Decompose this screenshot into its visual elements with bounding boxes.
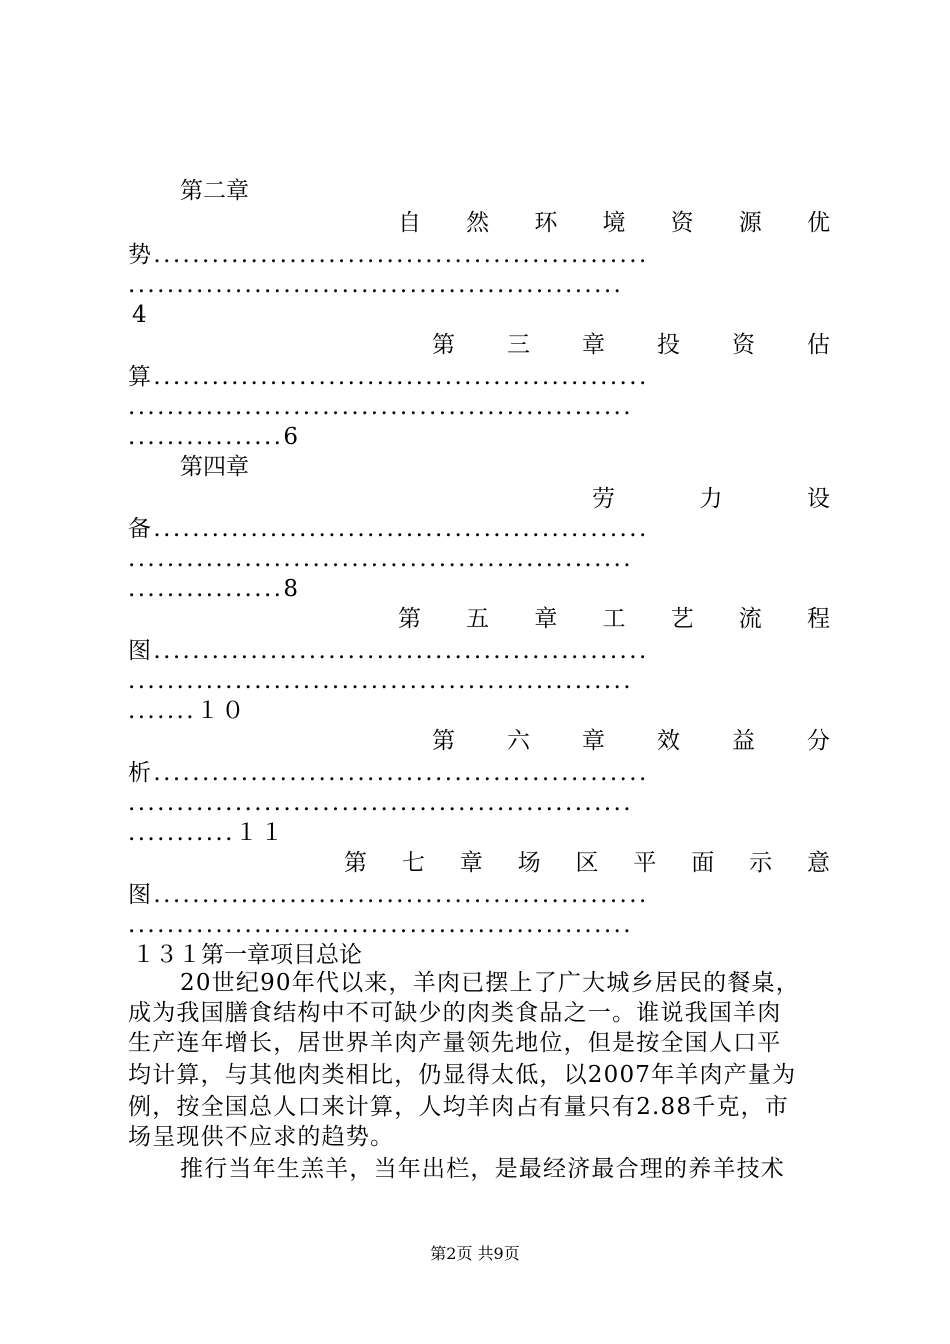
toc-ch5-char: 程 bbox=[806, 606, 830, 632]
toc-ch2-char: 境 bbox=[602, 210, 626, 236]
toc-ch2-char: 资 bbox=[670, 210, 694, 236]
toc-ch3-char: 投 bbox=[657, 332, 680, 358]
toc-ch2-char: 优 bbox=[806, 210, 830, 236]
toc-ch3-page: ................6 bbox=[128, 424, 301, 450]
toc-ch6-char: 章 bbox=[582, 728, 605, 754]
toc-ch4-dots: .................................................... bbox=[128, 546, 633, 572]
toc-ch4-page: ................8 bbox=[128, 576, 301, 602]
toc-ch6-dots: .................................................... bbox=[128, 790, 633, 816]
body-paragraph-line: 场呈现供不应求的趋势。 bbox=[128, 1124, 395, 1150]
section-heading: １３１第一章项目总论 bbox=[132, 942, 362, 968]
toc-ch6-page: ...........１１ bbox=[128, 820, 286, 846]
toc-ch6-char: 分 bbox=[807, 728, 830, 754]
toc-ch2-label: 第二章 bbox=[180, 178, 249, 204]
page-footer: 第2页 共9页 bbox=[430, 1244, 520, 1263]
toc-ch5-char: 流 bbox=[738, 606, 762, 632]
toc-ch7-char: 章 bbox=[459, 850, 483, 876]
toc-ch6-title bbox=[432, 726, 830, 756]
toc-ch2-char: 自 bbox=[398, 210, 421, 236]
toc-ch5-dots: .................................................... bbox=[128, 668, 633, 694]
body-paragraph-line: 生产连年增长，居世界羊肉产量领先地位，但是按全国人口平 bbox=[128, 1030, 782, 1056]
toc-ch3-leader: 算................................................... bbox=[128, 364, 649, 390]
toc-ch7-leader: 图................................................... bbox=[128, 882, 649, 908]
toc-ch4-title bbox=[592, 484, 830, 514]
toc-ch2-page: 4 bbox=[132, 302, 147, 328]
toc-ch2-title bbox=[398, 208, 830, 238]
body-paragraph-line: 推行当年生羔羊，当年出栏，是最经济最合理的养羊技术 bbox=[180, 1156, 785, 1182]
toc-ch7-char: 示 bbox=[749, 850, 773, 876]
toc-ch7-char: 场 bbox=[517, 850, 541, 876]
toc-ch7-char: 平 bbox=[633, 850, 657, 876]
toc-ch4-label: 第四章 bbox=[180, 454, 249, 480]
toc-ch2-char: 源 bbox=[738, 210, 762, 236]
body-paragraph-line: 例，按全国总人口来计算，人均羊肉占有量只有2.88千克，市 bbox=[128, 1094, 790, 1120]
toc-ch5-char: 艺 bbox=[670, 606, 694, 632]
toc-ch7-title bbox=[344, 848, 830, 878]
toc-ch5-char: 五 bbox=[466, 606, 490, 632]
toc-ch4-leader: 备................................................... bbox=[128, 516, 649, 542]
toc-ch3-char: 第 bbox=[432, 332, 455, 358]
toc-ch7-char: 面 bbox=[691, 850, 715, 876]
toc-ch6-char: 效 bbox=[657, 728, 680, 754]
toc-ch7-char: 七 bbox=[401, 850, 425, 876]
toc-ch5-char: 第 bbox=[398, 606, 421, 632]
body-paragraph-line: 成为我国膳食结构中不可缺少的肉类食品之一。谁说我国羊肉 bbox=[128, 1000, 782, 1026]
toc-ch6-char: 第 bbox=[432, 728, 455, 754]
toc-ch3-char: 章 bbox=[582, 332, 605, 358]
toc-ch5-page: .......１０ bbox=[128, 698, 247, 724]
toc-ch3-char: 三 bbox=[507, 332, 530, 358]
toc-ch3-dots: .................................................... bbox=[128, 394, 633, 420]
toc-ch4-char: 劳 bbox=[592, 486, 615, 512]
toc-ch2-leader: 势................................................... bbox=[128, 242, 649, 268]
toc-ch3-char: 资 bbox=[732, 332, 755, 358]
toc-ch5-title bbox=[398, 604, 830, 634]
toc-ch4-char: 力 bbox=[699, 486, 723, 512]
toc-ch2-dots: ................................................... bbox=[128, 272, 624, 298]
toc-ch6-char: 益 bbox=[732, 728, 755, 754]
body-paragraph-line: 20世纪90年代以来，羊肉已摆上了广大城乡居民的餐桌， bbox=[180, 970, 800, 996]
toc-ch3-char: 估 bbox=[807, 332, 830, 358]
toc-ch4-char: 设 bbox=[807, 486, 830, 512]
toc-ch6-leader: 析................................................... bbox=[128, 760, 649, 786]
toc-ch7-dots: .................................................... bbox=[128, 912, 633, 938]
toc-ch6-char: 六 bbox=[507, 728, 530, 754]
body-paragraph-line: 均计算，与其他肉类相比，仍显得太低，以2007年羊肉产量为 bbox=[128, 1062, 797, 1088]
toc-ch2-char: 然 bbox=[466, 210, 490, 236]
toc-ch3-title bbox=[432, 330, 830, 360]
toc-ch7-char: 意 bbox=[807, 850, 830, 876]
toc-ch2-char: 环 bbox=[534, 210, 558, 236]
toc-ch7-char: 第 bbox=[344, 850, 367, 876]
toc-ch5-char: 工 bbox=[602, 606, 626, 632]
toc-ch7-char: 区 bbox=[575, 850, 599, 876]
toc-ch5-leader: 图................................................... bbox=[128, 638, 649, 664]
toc-ch5-char: 章 bbox=[534, 606, 558, 632]
